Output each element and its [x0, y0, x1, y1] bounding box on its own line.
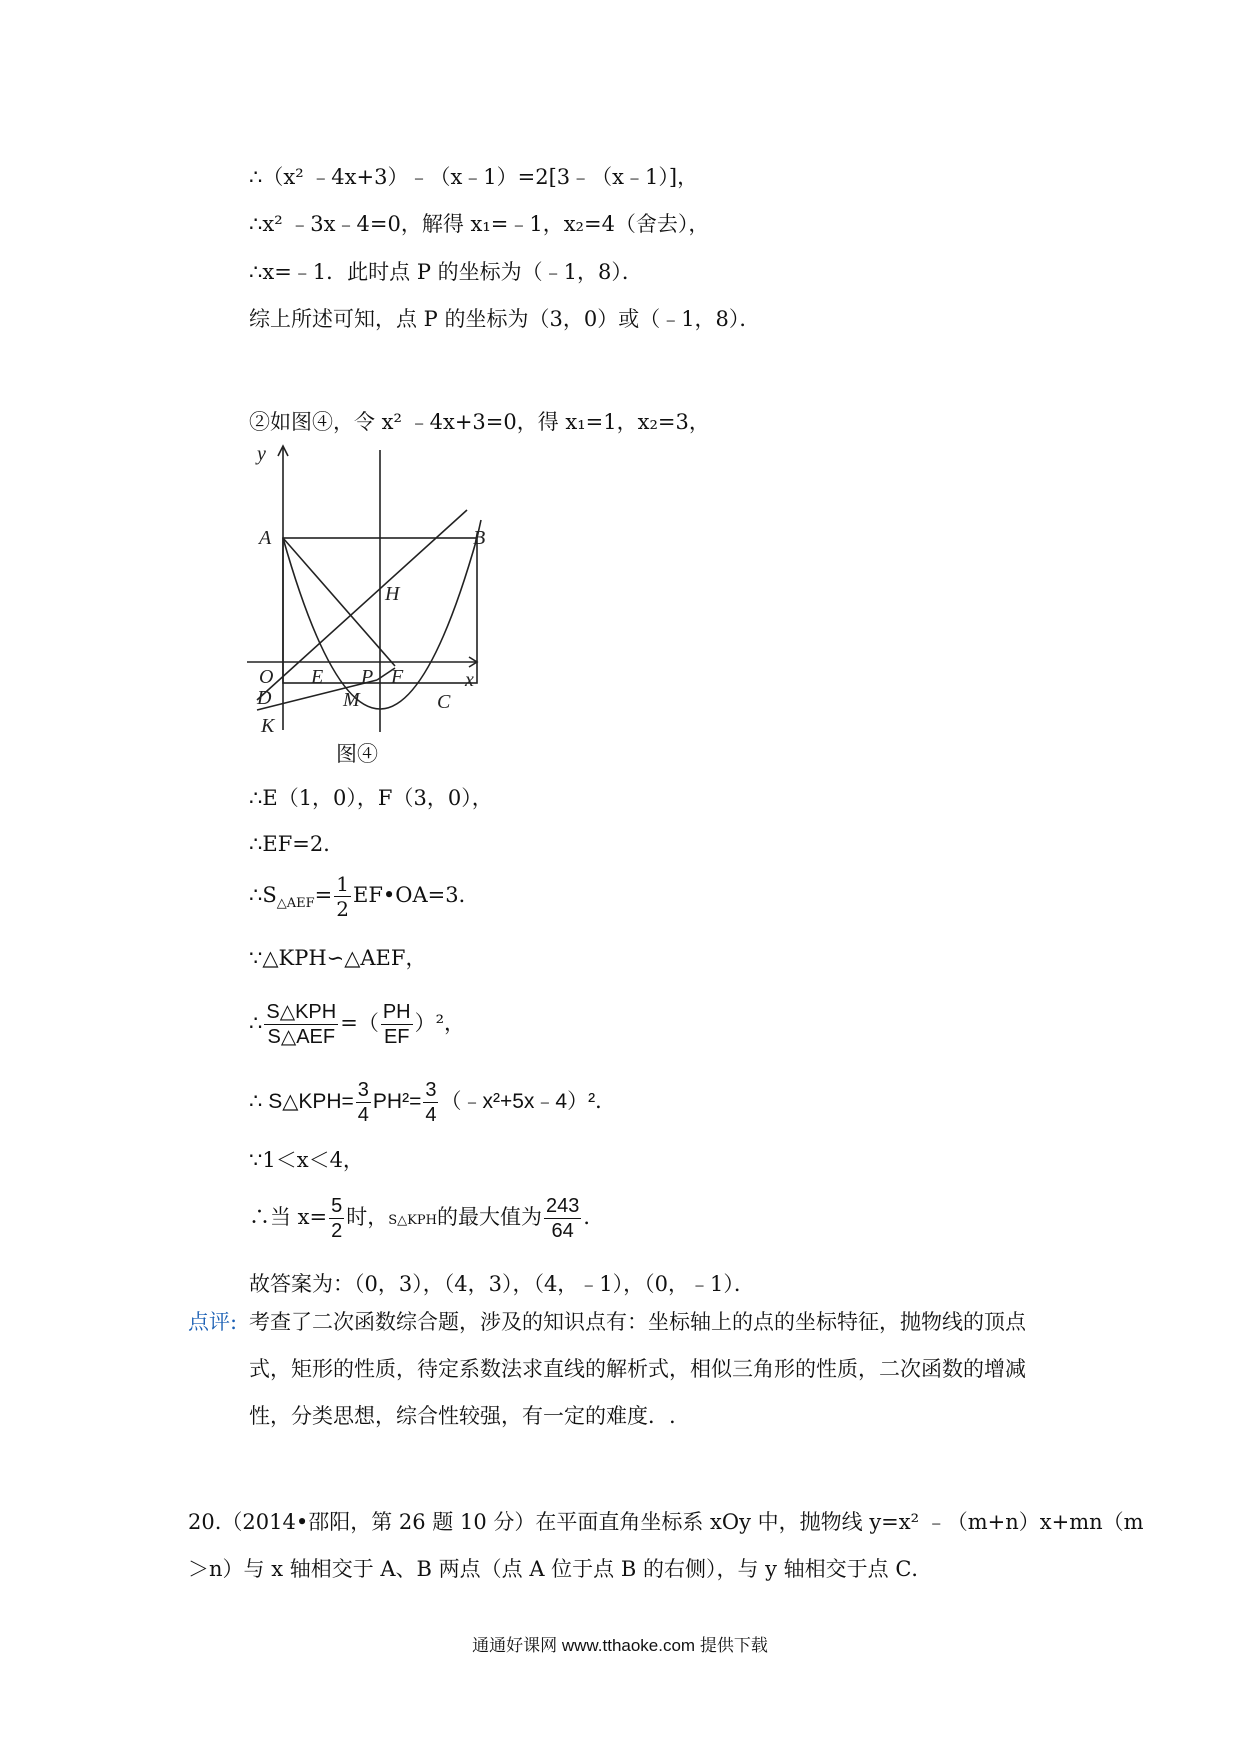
fraction-five-half: $\frac{5}{2}$	[331, 1195, 343, 1242]
solution-line-5: ②如图④，令 x² ﹣4x+3=0，得 x₁=1，x₂=3，	[249, 410, 710, 434]
text: EF•OA=3．	[353, 883, 480, 907]
solution-line-7: ∴EF=2．	[249, 832, 345, 856]
equals: =	[314, 883, 333, 907]
solution-line-4: 综上所述可知，点 P 的坐标为（3，0）或（﹣1，8）．	[249, 307, 761, 331]
text: ∴ S△KPH=	[249, 1090, 354, 1114]
label-b: B	[473, 527, 485, 549]
text: PH²=	[372, 1090, 422, 1114]
comment-line-2: 式，矩形的性质，待定系数法求直线的解析式，相似三角形的性质，二次函数的增减	[249, 1357, 1026, 1381]
text: 的最大值为	[436, 1205, 542, 1229]
text: ∴当 x=	[249, 1205, 328, 1229]
solution-line-13	[249, 1194, 604, 1243]
solution-line-1: ∴（x² ﹣4x+3）﹣（x﹣1）=2[3﹣（x﹣1）]，	[249, 165, 699, 189]
label-f: F	[391, 666, 404, 688]
label-e: E	[311, 666, 324, 688]
figure-caption: 图④	[336, 742, 378, 766]
fraction-area-ratio: $\frac{\text{S△KPH}}{\text{S△AEF}}$	[266, 1001, 337, 1048]
label-c: C	[437, 691, 451, 713]
figure-4	[245, 440, 485, 740]
text: ）²，	[414, 1011, 466, 1035]
fraction-max-value: $\frac{243}{64}$	[545, 1195, 580, 1242]
label-a: A	[259, 527, 272, 549]
label-p: P	[361, 666, 374, 688]
label-d: D	[257, 687, 272, 709]
problem-20-line-1: 20.（2014•邵阳，第 26 题 10 分）在平面直角坐标系 xOy 中，抛物线 y=x² ﹣（m+n）x+mn（m	[188, 1510, 1144, 1534]
subscript: △AEF	[276, 896, 315, 912]
fraction-three-quarter-2: $\frac{3}{4}$	[425, 1079, 437, 1126]
comment-line-3: 性，分类思想，综合性较强，有一定的难度．.	[249, 1404, 676, 1428]
label-h: H	[385, 583, 400, 605]
solution-line-11	[249, 1078, 616, 1127]
text: =（	[340, 1011, 379, 1035]
page-footer: 通通好课网 www.tthaoke.com 提供下载	[472, 1636, 768, 1655]
parabola-diagram	[245, 440, 485, 740]
fraction-half: $\frac{1}{2}$	[336, 872, 349, 921]
comment-line-1: 考查了二次函数综合题，涉及的知识点有：坐标轴上的点的坐标特征，抛物线的顶点	[249, 1310, 1026, 1334]
text: ．	[583, 1205, 605, 1229]
text: （﹣x²+5x﹣4）²．	[440, 1090, 617, 1114]
fraction-ph-ef: $\frac{PH}{EF}$	[382, 1001, 411, 1048]
solution-line-14: 故答案为：（0，3），（4，3），（4，﹣1），（0，﹣1）．	[249, 1272, 755, 1296]
solution-line-12: ∵1＜x＜4，	[249, 1148, 364, 1172]
fraction-three-quarter: $\frac{3}{4}$	[357, 1079, 369, 1126]
solution-line-3: ∴x=﹣1．此时点 P 的坐标为（﹣1，8）．	[249, 260, 643, 284]
label-y: y	[257, 443, 266, 465]
solution-line-8	[249, 872, 480, 921]
label-m: M	[343, 689, 360, 711]
label-o: O	[259, 666, 274, 688]
solution-line-2: ∴x² ﹣3x﹣4=0，解得 x₁=﹣1，x₂=4（舍去），	[249, 212, 710, 236]
label-x: x	[465, 669, 474, 691]
solution-line-9: ∵△KPH∽△AEF，	[249, 946, 427, 970]
text: ∴	[249, 1011, 263, 1035]
small-text: S△KPH	[388, 1213, 437, 1228]
problem-20-line-2: ＞n）与 x 轴相交于 A、B 两点（点 A 位于点 B 的右侧），与 y 轴相交于点 C．	[188, 1557, 933, 1581]
text: 时，	[346, 1205, 389, 1229]
line-af	[283, 538, 395, 666]
text: ∴S	[249, 883, 277, 907]
label-k: K	[261, 715, 275, 737]
solution-line-6: ∴E（1，0），F（3，0），	[249, 786, 493, 810]
comment-label	[188, 1300, 237, 1344]
solution-line-10	[249, 1000, 465, 1049]
comment-label-text: 点评:	[188, 1310, 238, 1334]
